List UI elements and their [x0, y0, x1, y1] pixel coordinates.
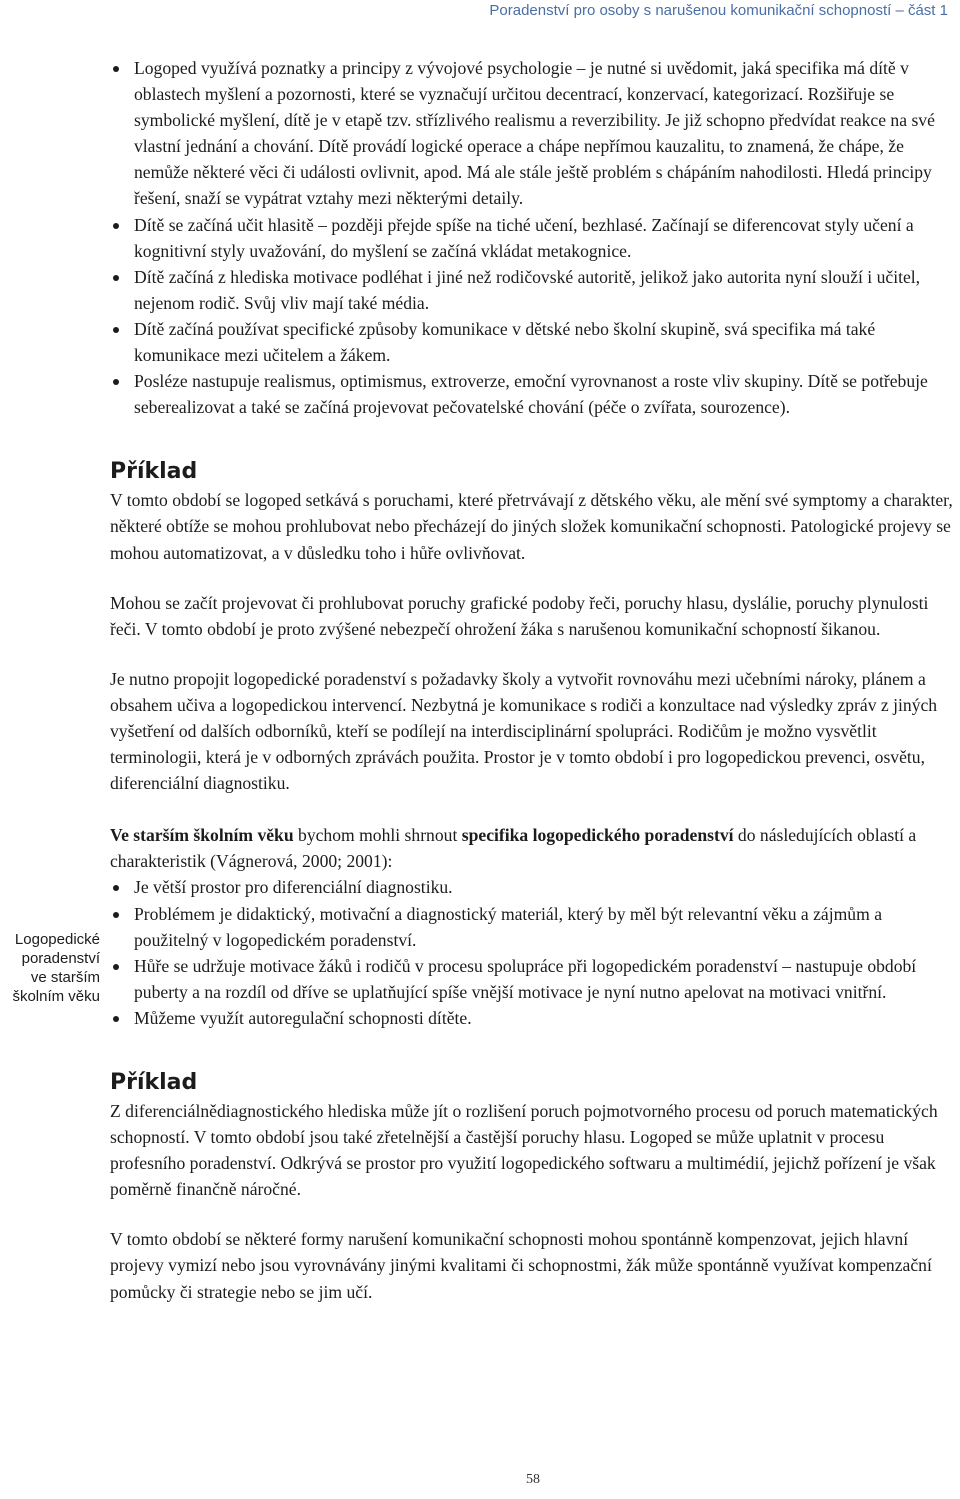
margin-note-line: ve starším	[30, 969, 100, 986]
example-heading: Příklad	[110, 459, 198, 485]
list-item: Problémem je didaktický, motivační a diagnostický materiál, který by měl být relevantní věku a zájmům a použitelný v logopedickém poradenství.	[110, 901, 956, 953]
list-item: Logoped využívá poznatky a principy z vývojové psychologie – je nutné si uvědomit, jaká specifika má dítě v oblastech myšlení a pozornosti, které se vyznačují určitou decentrací, konzervací, kategorizací. Rozšiřuje se symbolické myšlení, dítě je v etapě tzv. střízlivého realismu a reverzibility. Je již schopno předvídat reakce na své vlastní jednání a chování. Dítě provádí logické operace a chápe nepřímou kauzalitu, to znamená, že chápe, že nemůže některé věci či události ovlivnit, apod. Má ale stále ještě problém s chápáním nahodilosti. Hledá principy řešení, snaží se vypátrat vztahy mezi některými detaily.	[110, 55, 956, 212]
margin-note-line: poradenství	[21, 950, 100, 967]
running-header: Poradenství pro osoby s narušenou komunikační schopností – část 1	[489, 2, 948, 19]
top-bullet-list	[110, 55, 956, 420]
intro-bold-term: Ve starším školním věku	[110, 825, 294, 846]
paragraph: Je nutno propojit logopedické poradenství s požadavky školy a vytvořit rovnováhu mezi učebními nároky, plánem a obsahem učiva a logopedickou intervencí. Nezbytná je komunikace s rodiči a konzultace nad výsledky zpráv z jiných vyšetření od dalších odborníků, kteří se podílejí na interdisciplinární spolupráci. Rodičům je možno vysvětlit terminologii, která je v odborných zprávách použita. Prostor je v tomto období i pro logopedickou prevenci, osvětu, diferenciální diagnostiku.	[110, 668, 938, 794]
margin-note-line: školním věku	[12, 988, 100, 1005]
intro-text: do následujících oblastí a charakteristik (Vágnerová, 2000; 2001):	[110, 825, 917, 872]
paragraph: V tomto období se logoped setkává s poruchami, které přetrvávají z dětského věku, ale mění své symptomy a charakter, některé obtíže se mohou prohlubovat nebo přecházejí do jiných složek komunikační schopnosti. Patologické projevy se mohou automatizovat, a v důsledku toho i hůře ovlivňovat.	[110, 490, 953, 563]
paragraph: V tomto období se některé formy narušení komunikační schopnosti mohou spontánně kompenzovat, jejich hlavní projevy vymizí nebo jsou vyrovnávány jinými kvalitami či schopnostmi, žák může spontánně využívat kompenzační pomůcky či strategie nebo se jim učí.	[110, 1229, 932, 1302]
margin-note	[0, 930, 100, 1006]
list-item: Dítě začíná používat specifické způsoby komunikace v dětské nebo školní skupině, svá specifika má také komunikace mezi učitelem a žákem.	[110, 316, 956, 368]
intro-bold-term: specifika logopedického poradenství	[461, 825, 734, 846]
list-item: Posléze nastupuje realismus, optimismus, extroverze, emoční vyrovnanost a roste vliv skupiny. Dítě se potřebuje seberealizovat a také se začíná projevovat pečovatelské chování (péče o zvířata, sourozence).	[110, 368, 956, 420]
older-age-bullet-list	[110, 874, 956, 1031]
list-item: Je větší prostor pro diferenciální diagnostiku.	[110, 874, 956, 900]
list-item: Hůře se udržuje motivace žáků i rodičů v procesu spolupráce při logopedickém poradenství – nastupuje období puberty a na rozdíl od dříve se uplatňující spíše vnější motivace je nyní nutno apelovat na motivaci vnitřní.	[110, 953, 956, 1005]
margin-note-line: Logopedické	[14, 931, 100, 948]
list-item: Můžeme využít autoregulační schopnosti dítěte.	[110, 1005, 956, 1031]
paragraph: Z diferenciálnědiagnostického hlediska může jít o rozlišení poruch pojmotvorného procesu od poruch matematických schopností. V tomto období jsou také zřetelnější a častější poruchy hlasu. Logoped se může uplatnit v procesu profesního poradenství. Odkrývá se prostor pro využití logopedického softwaru a multimédií, jejichž pořízení je však poměrně finančně náročné.	[110, 1101, 938, 1200]
intro-text: bychom mohli shrnout	[293, 825, 462, 846]
list-item: Dítě začíná z hlediska motivace podléhat i jiné než rodičovské autoritě, jelikož jako autorita nyní slouží i učitel, nejenom rodič. Svůj vliv mají také média.	[110, 264, 956, 316]
page-number: 58	[526, 1472, 540, 1487]
list-item: Dítě se začíná učit hlasitě – později přejde spíše na tiché učení, bezhlasé. Začínají se diferencovat styly učení a kognitivní styly uvažování, do myšlení se začíná vkládat metakognice.	[110, 212, 956, 264]
older-age-intro	[110, 822, 956, 874]
main-text	[110, 55, 956, 1305]
paragraph: Mohou se začít projevovat či prohlubovat poruchy grafické podoby řeči, poruchy hlasu, dyslálie, poruchy plynulosti řeči. V tomto období je proto zvýšené nebezpečí ohrožení žáka s narušenou komunikační schopností šikanou.	[110, 592, 929, 639]
example-heading: Příklad	[110, 1070, 198, 1095]
